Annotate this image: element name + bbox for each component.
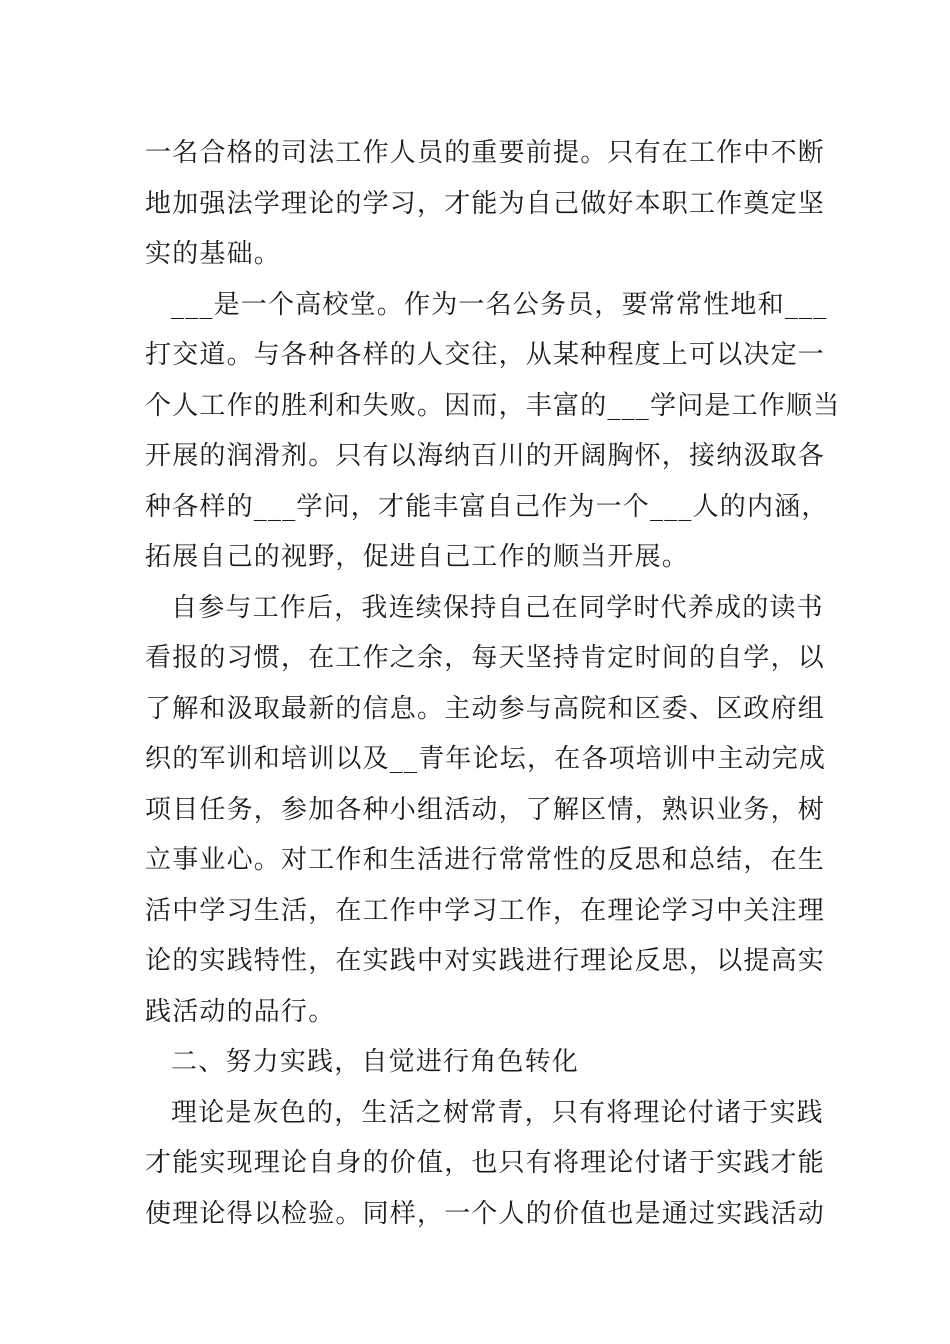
- text-line: 践活动的品行。: [145, 996, 336, 1027]
- text-line: 个人工作的胜利和失败。因而，丰富的___学问是工作顺当: [145, 390, 841, 421]
- text-line: 地加强法学理论的学习，才能为自己做好本职工作奠定坚: [145, 188, 826, 219]
- text-line: 实的基础。: [145, 239, 282, 269]
- text-line: 开展的润滑剂。只有以海纳百川的开阔胸怀，接纳汲取各: [145, 441, 826, 471]
- text-line: 了解和汲取最新的信息。主动参与高院和区委、区政府组: [145, 693, 826, 724]
- text-line: 论的实践特性，在实践中对实践进行理论反思，以提高实: [145, 946, 826, 976]
- text-line: 织的军训和培训以及__青年论坛，在各项培训中主动完成: [145, 744, 827, 774]
- text-line: 立事业心。对工作和生活进行常常性的反思和总结，在生: [145, 845, 826, 875]
- text-line: 理论是灰色的，生活之树常青，只有将理论付诸于实践: [171, 1097, 824, 1128]
- text-line: 一名合格的司法工作人员的重要前提。只有在工作中不断: [145, 138, 826, 168]
- body-text: [145, 128, 841, 1239]
- text-line: 使理论得以检验。同样，一个人的价值也是通过实践活动: [145, 1198, 826, 1229]
- text-line: 自参与工作后，我连续保持自己在同学时代养成的读书: [171, 592, 824, 623]
- text-line: 项目任务，参加各种小组活动，了解区情，熟识业务，树: [145, 794, 826, 825]
- text-line: 活中学习生活，在工作中学习工作，在理论学习中关注理: [145, 895, 826, 926]
- text-line: 打交道。与各种各样的人交往，从某种程度上可以决定一: [145, 340, 826, 370]
- text-line: 看报的习惯，在工作之余，每天坚持肯定时间的自学，以: [145, 643, 826, 673]
- text-line: 二、努力实践，自觉进行角色转化: [171, 1047, 580, 1077]
- text-line: 才能实现理论自身的价值，也只有将理论付诸于实践才能: [145, 1148, 826, 1178]
- text-line: 拓展自己的视野，促进自己工作的顺当开展。: [145, 542, 690, 572]
- text-line: 种各样的___学问，才能丰富自己作为一个___人的内涵，: [145, 491, 829, 522]
- text-line: ___是一个高校堂。作为一名公务员，要常常性地和___: [171, 289, 828, 320]
